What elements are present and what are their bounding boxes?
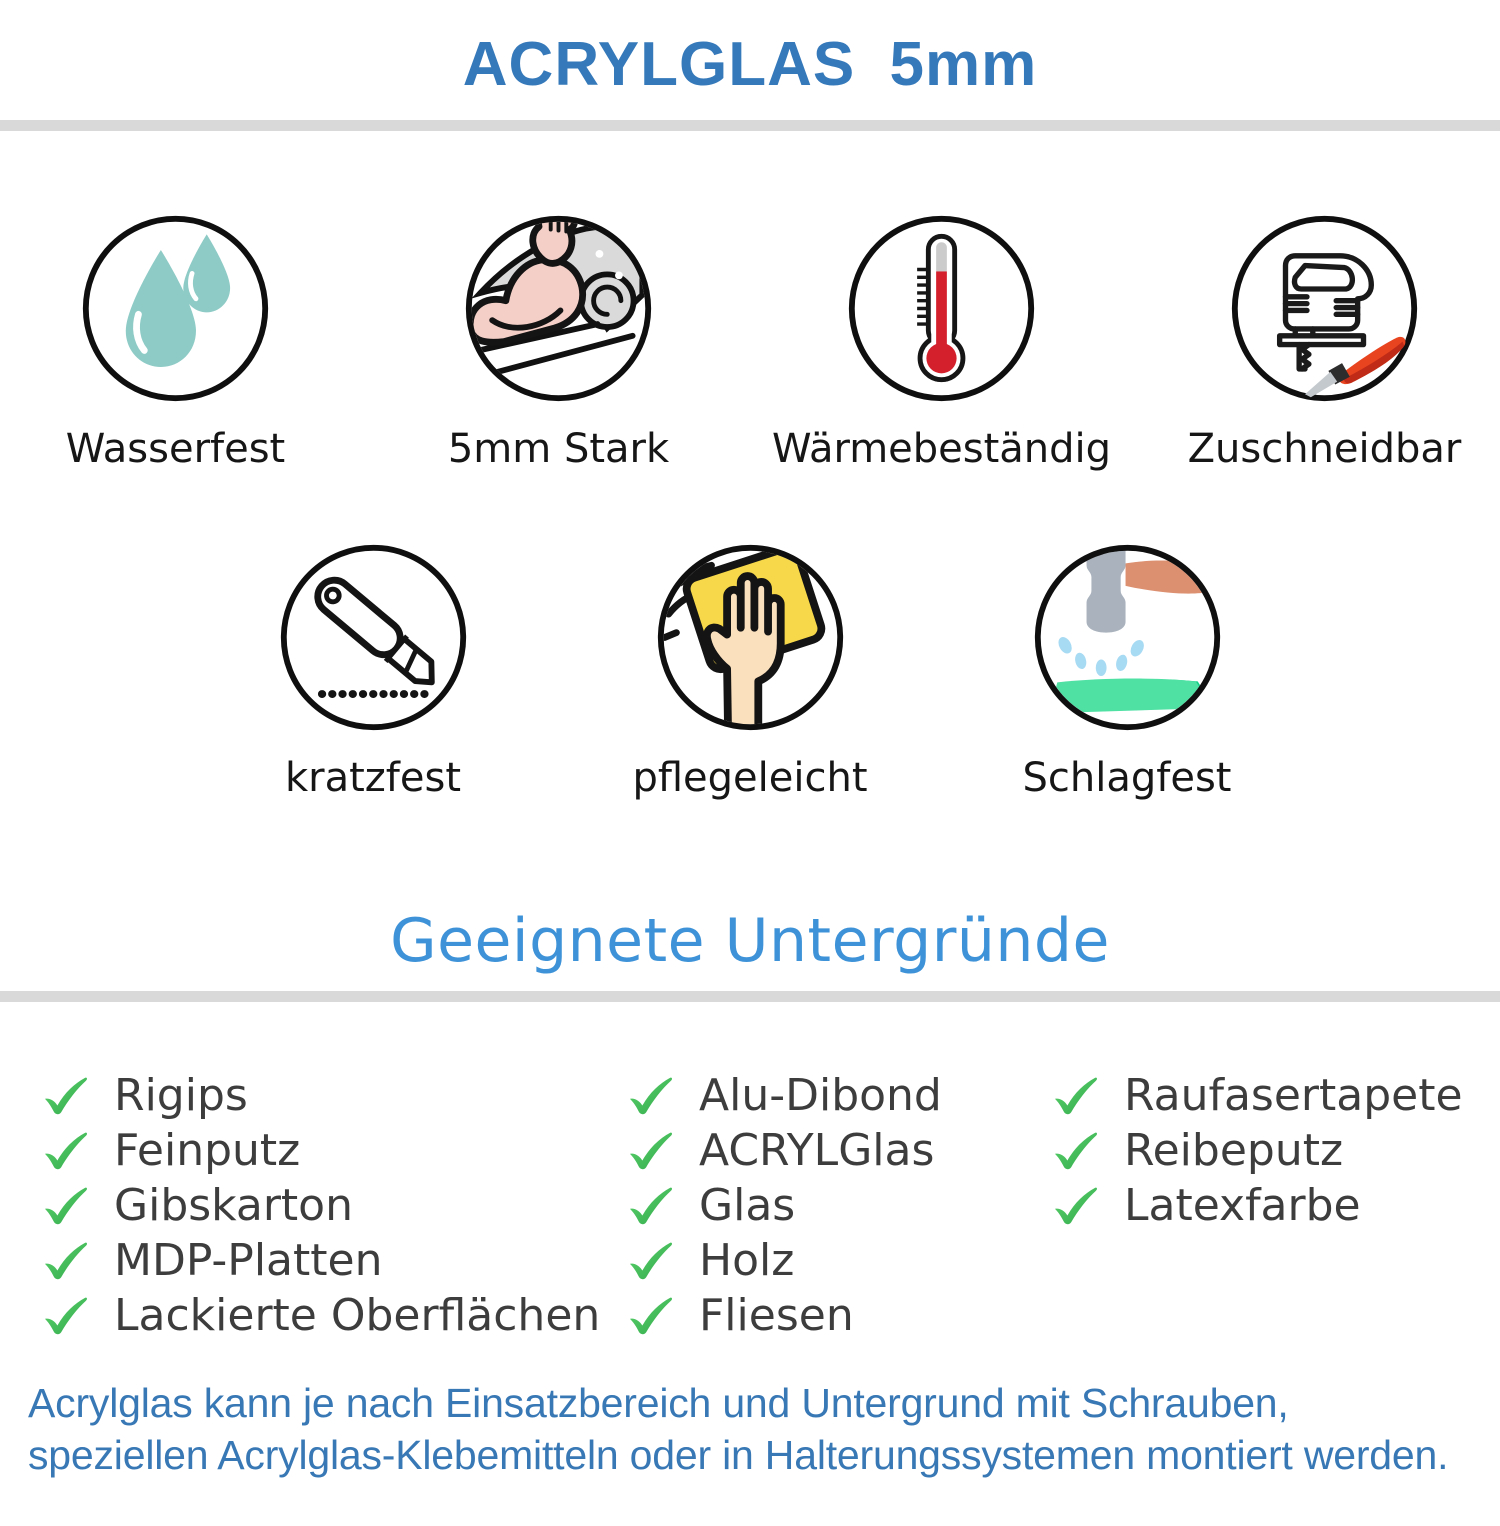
- substrates-column-3: [1052, 1068, 1500, 1343]
- feature-zuschneidbar: [1187, 211, 1462, 472]
- check-icon: [627, 1131, 673, 1171]
- feature-label: pflegeleicht: [632, 755, 868, 801]
- footer-note: [0, 1377, 1500, 1481]
- substrate-label: Holz: [699, 1235, 795, 1286]
- check-icon: [42, 1131, 88, 1171]
- list-item: [1052, 1123, 1500, 1178]
- substrates-column-1: [42, 1068, 627, 1343]
- check-icon: [42, 1186, 88, 1226]
- list-item: [627, 1068, 1052, 1123]
- feature-pflegeleicht: [632, 540, 868, 801]
- list-item: [627, 1233, 1052, 1288]
- check-icon: [627, 1241, 673, 1281]
- features-row-2: [0, 540, 1500, 801]
- list-item: [42, 1178, 627, 1233]
- check-icon: [1052, 1186, 1098, 1226]
- substrate-label: MDP-Platten: [114, 1235, 383, 1286]
- substrate-label: Rigips: [114, 1070, 248, 1121]
- features-row-1: [0, 211, 1500, 472]
- check-icon: [627, 1076, 673, 1116]
- list-item: [42, 1068, 627, 1123]
- check-icon: [42, 1076, 88, 1116]
- substrate-label: Gibskarton: [114, 1180, 353, 1231]
- list-item: [1052, 1068, 1500, 1123]
- substrates-column-2: [627, 1068, 1052, 1343]
- substrate-label: Reibeputz: [1124, 1125, 1344, 1176]
- page-title: ACRYLGLAS 5mm: [462, 30, 1038, 99]
- substrates-list: [0, 1068, 1500, 1343]
- check-icon: [1052, 1076, 1098, 1116]
- substrates-heading: Geeignete Untergründe: [390, 906, 1110, 976]
- footer-line-1: Acrylglas kann je nach Einsatzbereich und Untergrund mit Schrauben,: [28, 1380, 1289, 1426]
- feature-label: Schlagfest: [1022, 755, 1232, 801]
- list-item: [627, 1288, 1052, 1343]
- feature-label: Wärmebeständig: [771, 426, 1112, 472]
- divider-bar-middle: [0, 991, 1500, 1002]
- feature-waermebestaendig: [771, 211, 1112, 472]
- check-icon: [1052, 1131, 1098, 1171]
- cleaning-hand-icon: [653, 540, 848, 735]
- list-item: [1052, 1178, 1500, 1233]
- list-item: [42, 1123, 627, 1178]
- list-item: [42, 1288, 627, 1343]
- check-icon: [42, 1241, 88, 1281]
- feature-label: Wasserfest: [65, 426, 286, 472]
- list-item: [42, 1233, 627, 1288]
- list-item: [627, 1123, 1052, 1178]
- feature-label: kratzfest: [284, 755, 461, 801]
- feature-kratzfest: [276, 540, 471, 801]
- substrate-label: Glas: [699, 1180, 796, 1231]
- water-drops-icon: [78, 211, 273, 406]
- feature-wasserfest: [65, 211, 286, 472]
- check-icon: [627, 1186, 673, 1226]
- list-item: [627, 1178, 1052, 1233]
- check-icon: [627, 1296, 673, 1336]
- substrate-label: Feinputz: [114, 1125, 301, 1176]
- substrate-label: Lackierte Oberflächen: [114, 1290, 601, 1341]
- thermometer-icon: [844, 211, 1039, 406]
- muscle-arm-icon: [461, 211, 656, 406]
- substrate-label: Fliesen: [699, 1290, 854, 1341]
- divider-bar-top: [0, 120, 1500, 131]
- feature-schlagfest: [1022, 540, 1232, 801]
- feature-5mm-stark: [447, 211, 670, 472]
- feature-label: 5mm Stark: [447, 426, 670, 472]
- substrate-label: Raufasertapete: [1124, 1070, 1463, 1121]
- substrate-label: ACRYLGlas: [699, 1125, 935, 1176]
- hammer-icon: [1030, 540, 1225, 735]
- check-icon: [42, 1296, 88, 1336]
- footer-line-2: speziellen Acrylglas-Klebemitteln oder in Halterungssystemen montiert werden.: [28, 1432, 1449, 1478]
- substrate-label: Latexfarbe: [1124, 1180, 1361, 1231]
- feature-label: Zuschneidbar: [1187, 426, 1462, 472]
- substrate-label: Alu-Dibond: [699, 1070, 942, 1121]
- utility-knife-icon: [276, 540, 471, 735]
- jigsaw-icon: [1227, 211, 1422, 406]
